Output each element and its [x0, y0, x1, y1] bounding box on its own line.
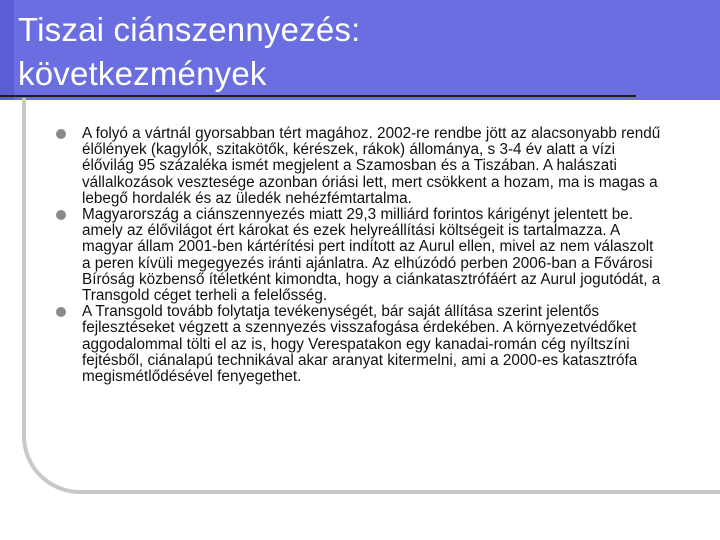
slide-title: [18, 8, 658, 96]
bullet-dot-icon: [56, 129, 66, 139]
bullet-text-2: Magyarország a ciánszennyezés miatt 29,3 milliárd forintos kárigényt jelentett be. amely az élővilágot ért károkat és ezek helyreállítási költségeit is tartalmazza. A magyar állam 2001-ben kártérítési pert indított az Aurul ellen, mivel az nem válaszolt a peren kívüli megegyezés iránti ajánlatra. Az elhúzódó perben 2006-ban a Fővárosi Bíróság közbenső ítéletként kimondta, hogy a ciánkatasztrófáért az Aurul jogutódát, a Transgold céget terheli a felelősség.: [82, 206, 661, 305]
bullet-item-2: [56, 207, 662, 304]
bullet-text-1: A folyó a vártnál gyorsabban tért magához. 2002-re rendbe jött az alacsonyabb rendű élőlények (kagylók, szitakötők, kérészek, rákok) állománya, s 3-4 év alatt a vízi élővilág 95 százaléka ismét megjelent a Szamosban és a Tiszában. A halászati vállalkozások vesztesége azonban óriási lett, mert csökkent a hozam, ma is magas a lebegő hordalék és az üledék nehézfémtartalma.: [82, 125, 661, 207]
bullet-dot-icon: [56, 210, 66, 220]
bullet-list: [56, 126, 662, 385]
bullet-dot-icon: [56, 307, 66, 317]
bullet-text-3: A Transgold tovább folytatja tevékenységét, bár saját állítása szerint jelentős fejlesztéseket végzett a szennyezés visszafogása érdekében. A környezetvédőket aggodalommal tölti el az is, hogy Verespatakon egy kanadai-román cég nyíltszíni fejtésből, ciánalapú technikával akar aranyat kitermelni, ami a 2000-es katasztrófa megismétlődésével fenyegethet.: [82, 303, 638, 386]
bullet-item-3: [56, 304, 662, 385]
title-underline: [0, 95, 636, 97]
title-line-2: következmények: [18, 55, 267, 92]
title-line-1: Tiszai ciánszennyezés:: [18, 11, 361, 48]
bullet-item-1: [56, 126, 662, 207]
title-band-edge: [0, 0, 14, 100]
